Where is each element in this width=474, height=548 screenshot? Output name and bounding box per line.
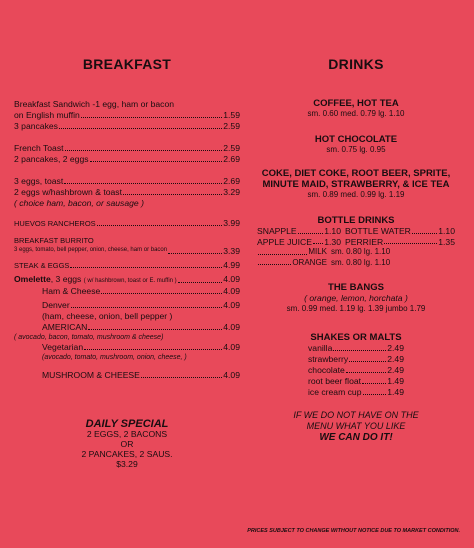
eggs2-choice: ( choice ham, bacon, or sausage ) [14, 198, 144, 208]
choc-title: HOT CHOCOLATE [314, 134, 398, 145]
shake-item: ice cream cup 1.49 [308, 387, 404, 397]
bottle-row2: APPLE JUICE 1.30 PERRIER 1.35 [257, 236, 455, 247]
promise-line2: MENU WHAT YOU LIKE [306, 421, 406, 431]
special-line2: OR [120, 439, 134, 449]
soda-title-line2: MINUTE MAID, STRAWBERRY, & ICE TEA [262, 179, 450, 190]
special-title: DAILY SPECIAL [85, 418, 169, 430]
burrito-item: 3 eggs, tomato, bell pepper, onion, cheese, ham or bacon 3.39 [14, 246, 240, 256]
soda-title-line1: COKE, DIET COKE, ROOT BEER, SPRITE, [261, 168, 451, 179]
daily-special [14, 419, 240, 469]
omelette-label: Omelette [14, 274, 51, 284]
bangs-title: THE BANGS [328, 282, 384, 293]
milk-row: MILK sm. 0.80 lg. 1.10 [250, 247, 462, 258]
ham-cheese-item: Ham & Cheese 4.09 [42, 286, 240, 296]
bottle-title: BOTTLE DRINKS [317, 215, 395, 226]
sandwich-line1: Breakfast Sandwich -1 egg, ham or bacon [14, 99, 175, 109]
mushroom-item: MUSHROOM & CHEESE 4.09 [42, 370, 240, 380]
drinks-column [250, 56, 462, 443]
eggs2-item: 2 eggs w/hashbrown & toast 3.29 [14, 187, 240, 197]
shake-item: root beer float 1.49 [308, 376, 404, 386]
pancakes3-item: 3 pancakes 2.59 [14, 121, 240, 131]
french-toast-item: French Toast 2.59 [14, 143, 240, 153]
shakes-title: SHAKES OR MALTS [310, 332, 402, 343]
steak-item: STEAK & EGGS 4.99 [14, 260, 240, 270]
coffee-prices: sm. 0.60 med. 0.79 lg. 1.10 [307, 109, 405, 118]
promise-line3: WE CAN DO IT! [319, 432, 393, 443]
choc-prices: sm. 0.75 lg. 0.95 [326, 145, 386, 154]
pancakes2-item: 2 pancakes, 2 eggs 2.69 [14, 154, 240, 164]
american-desc: ( avocado, bacon, tomato, mushroom & cheese) [14, 334, 164, 341]
breakfast-column [14, 56, 240, 469]
eggs3-item: 3 eggs, toast 2.69 [14, 176, 240, 186]
coffee-title: COFFEE, HOT TEA [313, 98, 399, 109]
american-item: AMERICAN 4.09 [42, 322, 240, 332]
rancheros-item: HUEVOS RANCHEROS 3.99 [14, 218, 240, 228]
orange-row: ORANGE sm. 0.80 lg. 1.10 [250, 258, 462, 269]
vegetarian-desc: (avocado, tomato, mushroom, onion, cheese, ) [42, 354, 187, 361]
denver-item: Denver 4.09 [42, 300, 240, 310]
drinks-title: DRINKS [328, 56, 384, 72]
sandwich-item: on English muffin 1.59 [14, 110, 240, 120]
shake-item: strawberry 2.49 [308, 354, 404, 364]
vegetarian-item: Vegetarian 4.09 [42, 342, 240, 352]
shakes-list [308, 343, 404, 398]
soda-prices: sm. 0.89 med. 0.99 lg. 1.19 [307, 190, 405, 199]
omelette-item: Omelette, 3 eggs ( w/ hashbrown, toast or E. muffin ) 4.09 [14, 274, 240, 284]
burrito-label: BREAKFAST BURRITO [14, 236, 94, 245]
bangs-prices: sm. 0.99 med. 1.19 lg. 1.39 jumbo 1.79 [286, 304, 426, 313]
promise-line1: IF WE DO NOT HAVE ON THE [293, 410, 419, 420]
bangs-desc: ( orange, lemon, horchata ) [304, 293, 408, 303]
shake-item: chocolate 2.49 [308, 365, 404, 375]
special-line1: 2 EGGS, 2 BACONS [86, 429, 168, 439]
footer-note: PRICES SUBJECT TO CHANGE WITHOUT NOTICE DUE TO MARKET CONDITION. [247, 528, 460, 534]
shake-item: vanilla 2.49 [308, 343, 404, 353]
special-price: $3.29 [116, 459, 138, 469]
breakfast-title: BREAKFAST [82, 56, 172, 72]
bottle-row1: SNAPPLE 1.10 BOTTLE WATER 1.10 [257, 226, 455, 236]
denver-desc: (ham, cheese, onion, bell pepper ) [42, 311, 173, 321]
special-line3: 2 PANCAKES, 2 SAUS. [81, 449, 173, 459]
